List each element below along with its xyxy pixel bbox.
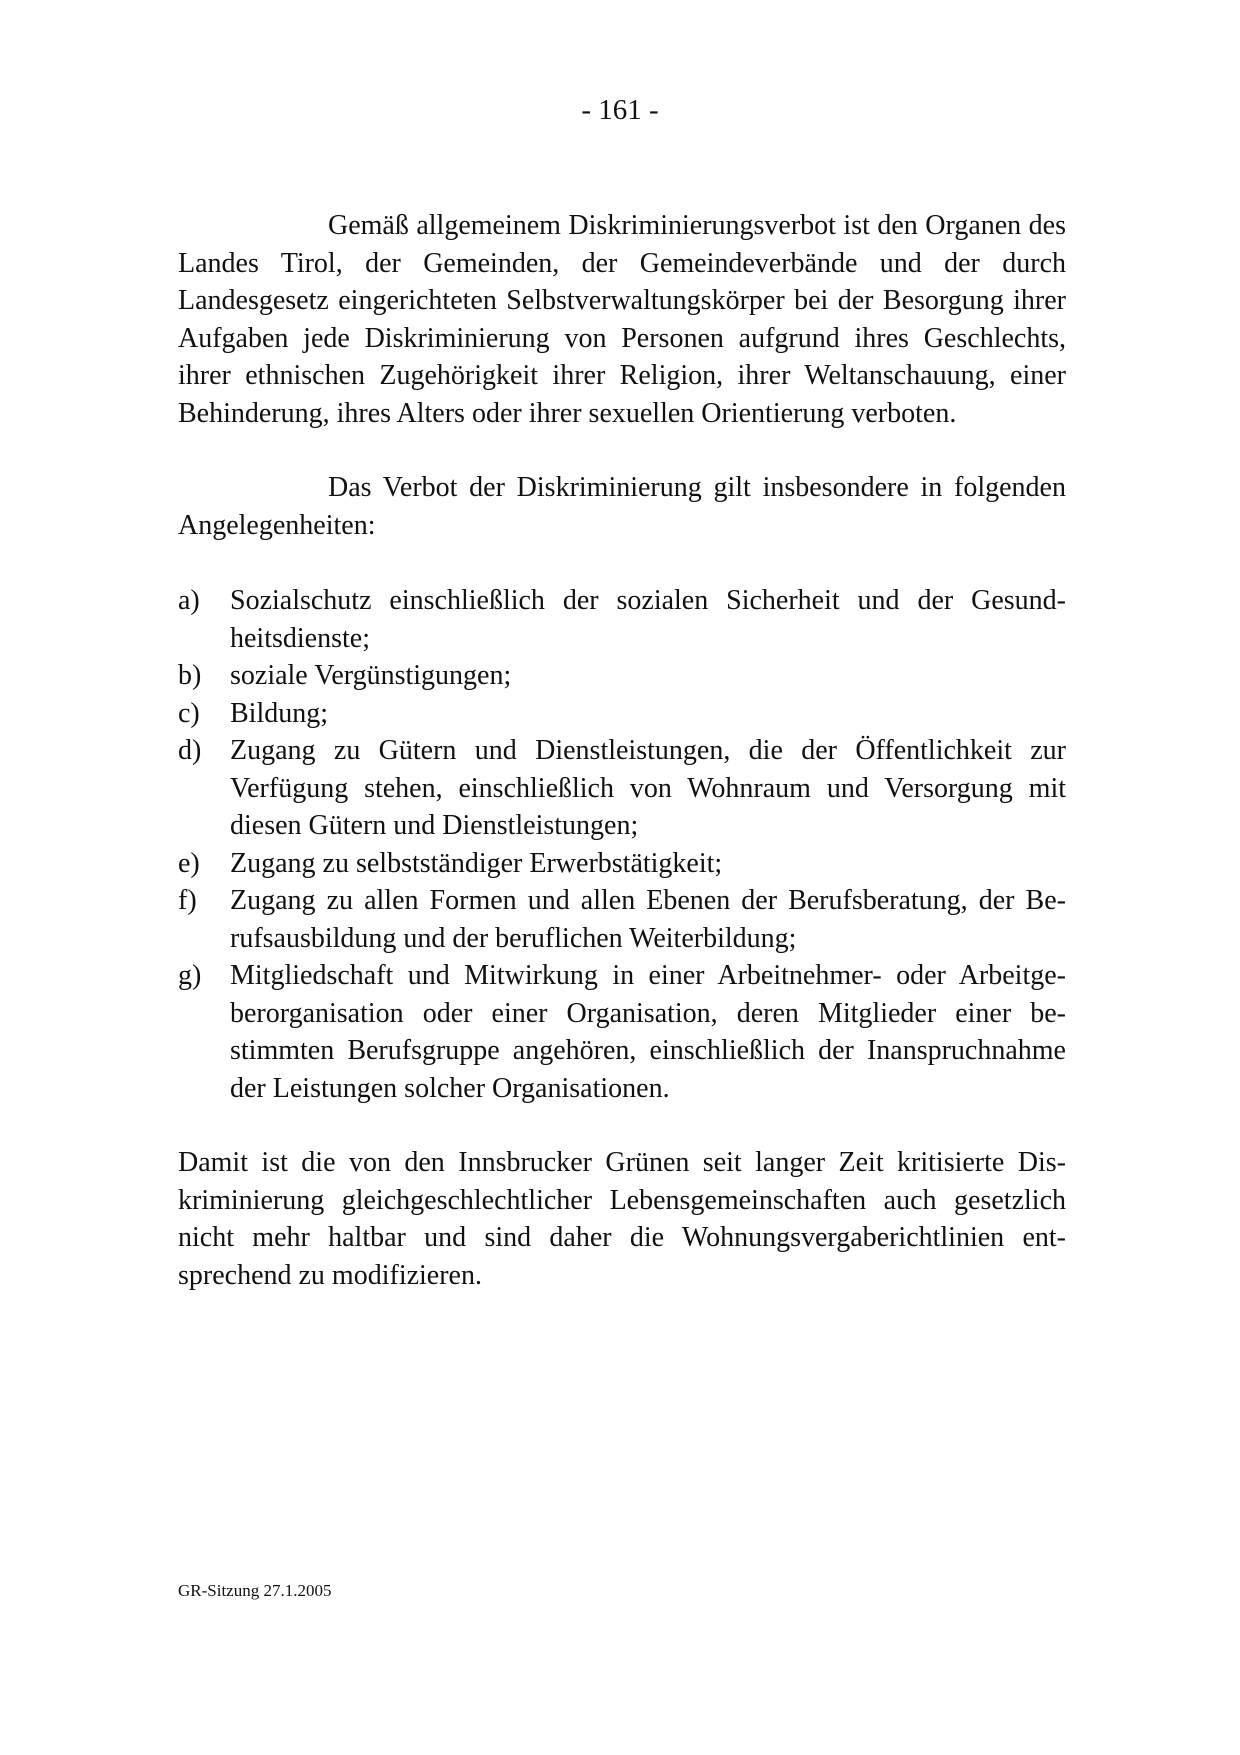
list-item bbox=[178, 732, 1066, 845]
list-item bbox=[178, 582, 1066, 657]
page-number: - 161 - bbox=[581, 94, 659, 126]
list-item-text: Sozialschutz einschließlich der sozialen Sicherheit und der Gesundheitsdienste; bbox=[230, 585, 1066, 654]
list-item-text: Zugang zu allen Formen und allen Ebenen der Berufsberatung, der Berufsausbildung und der beruflichen Weiterbildung; bbox=[230, 885, 1066, 954]
list-marker: c) bbox=[178, 697, 200, 729]
list-item-text: Zugang zu Gütern und Dienstleistungen, die der Öffentlichkeit zur Verfügung stehen, einschließlich von Wohnraum und Versorgung mit diesen Gütern und Dienstleistungen; bbox=[230, 735, 1066, 841]
paragraph-text: Gemäß allgemeinem Diskriminierungsverbot ist den Organen des Landes Tirol, der Gemeinden, der Gemeindeverbände und der durch Landesgesetz eingerichteten Selbstverwaltungskörper bei der Besorgung ihrer Aufgaben jede Diskriminierung von Personen aufgrund ihres Geschlechts, ihrer ethnischen Zugehörigkeit ihrer Religion, ihrer Weltanschauung, einer Behinderung, ihres Alters oder ihrer sexuellen Orientierung verboten. bbox=[178, 210, 1066, 429]
list-marker: g) bbox=[178, 960, 202, 991]
list-marker: e) bbox=[178, 847, 200, 879]
list-item-text: Bildung; bbox=[230, 697, 329, 729]
list-marker: b) bbox=[178, 660, 202, 691]
list-marker: f) bbox=[178, 885, 197, 916]
footer-session-date: GR-Sitzung 27.1.2005 bbox=[178, 1581, 332, 1600]
list-item-text: Zugang zu selbstständiger Erwerbstätigkeit; bbox=[230, 847, 723, 879]
list-item bbox=[178, 845, 1066, 883]
list-item bbox=[178, 657, 1066, 695]
list-item-text: soziale Vergünstigungen; bbox=[230, 660, 512, 691]
list-item bbox=[178, 695, 1066, 733]
matters-list bbox=[178, 582, 1066, 1107]
paragraph-discrimination-ban bbox=[178, 207, 1066, 432]
paragraph-text: Das Verbot der Diskriminierung gilt insbesondere in folgenden Angelegenheiten: bbox=[178, 472, 1066, 541]
list-item bbox=[178, 957, 1066, 1107]
paragraph-list-intro bbox=[178, 469, 1066, 544]
list-marker: a) bbox=[178, 585, 200, 616]
list-marker: d) bbox=[178, 735, 202, 766]
list-item-text: Mitgliedschaft und Mitwirkung in einer Arbeitnehmer- oder Arbeitgeberorganisation oder einer Organisation, deren Mitglieder einer bestimmten Berufsgruppe angehören, einschließlich der Inanspruchnahme der Leistungen solcher Organisationen. bbox=[230, 960, 1066, 1104]
closing-paragraph bbox=[178, 1144, 1066, 1294]
paragraph-text: Damit ist die von den Innsbrucker Grünen seit langer Zeit kritisierte Diskriminierung gleichgeschlechtlicher Lebensgemeinschaften auch gesetzlich nicht mehr haltbar und sind daher die Wohnungsvergaberichtlinien entsprechend zu modifizieren. bbox=[178, 1147, 1066, 1291]
list-item bbox=[178, 882, 1066, 957]
